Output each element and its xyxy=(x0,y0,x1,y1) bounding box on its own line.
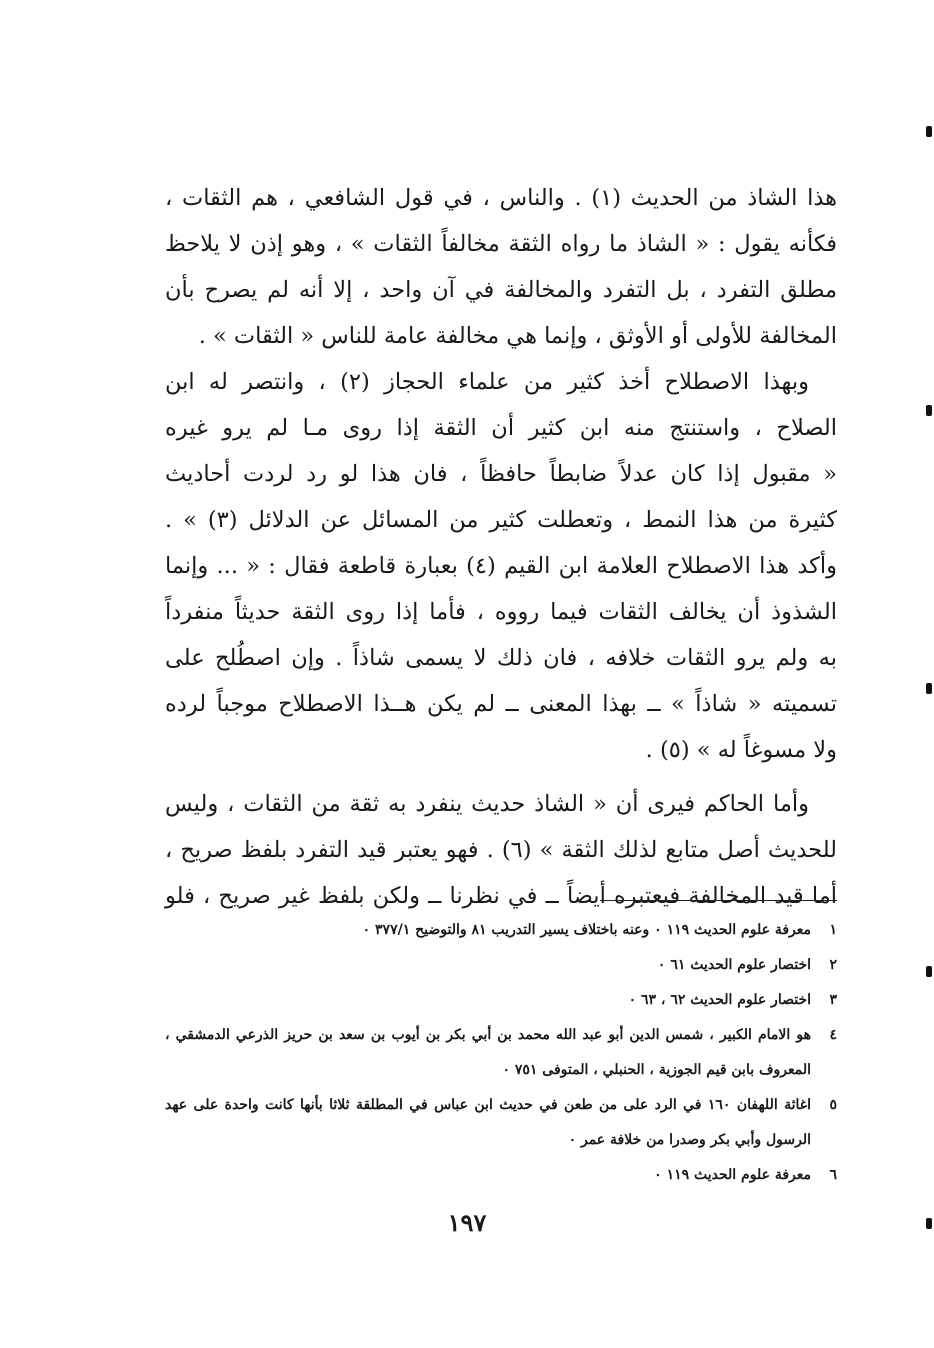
footnote xyxy=(165,983,837,1018)
footnote-text: اختصار علوم الحديث ٦١ ٠ xyxy=(657,957,811,973)
footnote xyxy=(165,913,837,948)
footnote-number: ٥ xyxy=(829,1097,837,1113)
text-line: كثيرة من هذا النمط ، وتعطلت كثير من المسائل عن الدلائل (٣) » . xyxy=(165,507,837,533)
text-line: فكأنه يقول : « الشاذ ما رواه الثقة مخالفاً الثقات » ، وهو إذن لا يلاحظ xyxy=(165,231,837,257)
footnote-number: ١ xyxy=(829,922,837,938)
footnote-text: معرفة علوم الحديث ١١٩ ٠ وعنه باختلاف يسير التدريب ٨١ والتوضيح ٣٧٧/١ ٠ xyxy=(362,922,811,938)
text-line: ولا مسوغاً له » (٥) . xyxy=(645,737,837,763)
footnote-text: معرفة علوم الحديث ١١٩ ٠ xyxy=(654,1167,811,1183)
footnote-text: اختصار علوم الحديث ٦٢ ، ٦٣ ٠ xyxy=(628,992,811,1008)
footnote xyxy=(165,1158,837,1193)
footnote-divider xyxy=(600,900,837,901)
text-line: « مقبول إذا كان عدلاً ضابطاً حافظاً ، فان هذا لو رد لردت أحاديث xyxy=(165,461,837,487)
text-line: مطلق التفرد ، بل التفرد والمخالفة في آن واحد ، إلا أنه لم يصرح بأن xyxy=(165,277,837,303)
text-line: للحديث أصل متابع لذلك الثقة » (٦) . فهو يعتبر قيد التفرد بلفظ صريح ، xyxy=(165,837,837,863)
text-line: هذا الشاذ من الحديث (١) . والناس ، في قول الشافعي ، هم الثقات ، xyxy=(165,185,838,211)
footnote xyxy=(165,1018,837,1088)
binding-hole-mark xyxy=(926,683,932,694)
footnote-number: ٢ xyxy=(829,957,837,973)
text-line: وأكد هذا الاصطلاح العلامة ابن القيم (٤) بعبارة قاطعة فقال : « ... وإنما xyxy=(165,553,837,579)
binding-hole-mark xyxy=(926,126,932,137)
text-line: تسميته « شاذاً » ــ بهذا المعنى ــ لم يكن هــذا الاصطلاح موجباً لرده xyxy=(165,691,837,717)
text-line: وبهذا الاصطلاح أخذ كثير من علماء الحجاز (٢) ، وانتصر له ابن xyxy=(165,369,809,395)
text-line: الصلاح ، واستنتج منه ابن كثير أن الثقة إذا روى مـا لم يرو غيره xyxy=(165,415,837,441)
binding-hole-mark xyxy=(926,1218,932,1229)
page-number: ١٩٧ xyxy=(447,1208,487,1237)
text-line: أما قيد المخالفة فيعتبره أيضاً ــ في نظرنا ــ ولكن بلفظ غير صريح ، فلو xyxy=(165,883,837,909)
paragraph-gap xyxy=(165,773,837,781)
footnotes-block xyxy=(165,913,837,1193)
footnote-text: هو الامام الكبير ، شمس الدين أبو عبد الله محمد بن أبي بكر بن أيوب بن سعد بن حريز الذرعي الدمشقي ، المعروف بابن قيم الجوزية ، الحنبلي ، المتوفى ٧٥١ ٠ xyxy=(165,1027,811,1078)
footnote-number: ٣ xyxy=(829,992,837,1008)
footnote-number: ٦ xyxy=(829,1167,837,1183)
text-line: به ولم يرو الثقات خلافه ، فان ذلك لا يسمى شاذاً . وإن اصطُلح على xyxy=(165,645,837,671)
binding-hole-mark xyxy=(926,966,932,977)
binding-hole-mark xyxy=(926,405,932,416)
main-text-block xyxy=(165,175,837,919)
footnote-text: اغاثة اللهفان ١٦٠ في الرد على من طعن في حديث ابن عباس في المطلقة ثلاثا بأنها كانت واحدة على عهد الرسول وأبي بكر وصدرا من خلافة عمر ٠ xyxy=(165,1097,812,1148)
text-line: الشذوذ أن يخالف الثقات فيما رووه ، فأما إذا روى الثقة حديثاً منفرداً xyxy=(165,599,837,625)
footnote xyxy=(165,1088,837,1158)
footnote xyxy=(165,948,837,983)
text-line: وأما الحاكم فيرى أن « الشاذ حديث ينفرد به ثقة من الثقات ، وليس xyxy=(165,791,809,817)
text-line: المخالفة للأولى أو الأوثق ، وإنما هي مخالفة عامة للناس « الثقات » . xyxy=(198,323,837,349)
footnote-number: ٤ xyxy=(829,1027,837,1043)
